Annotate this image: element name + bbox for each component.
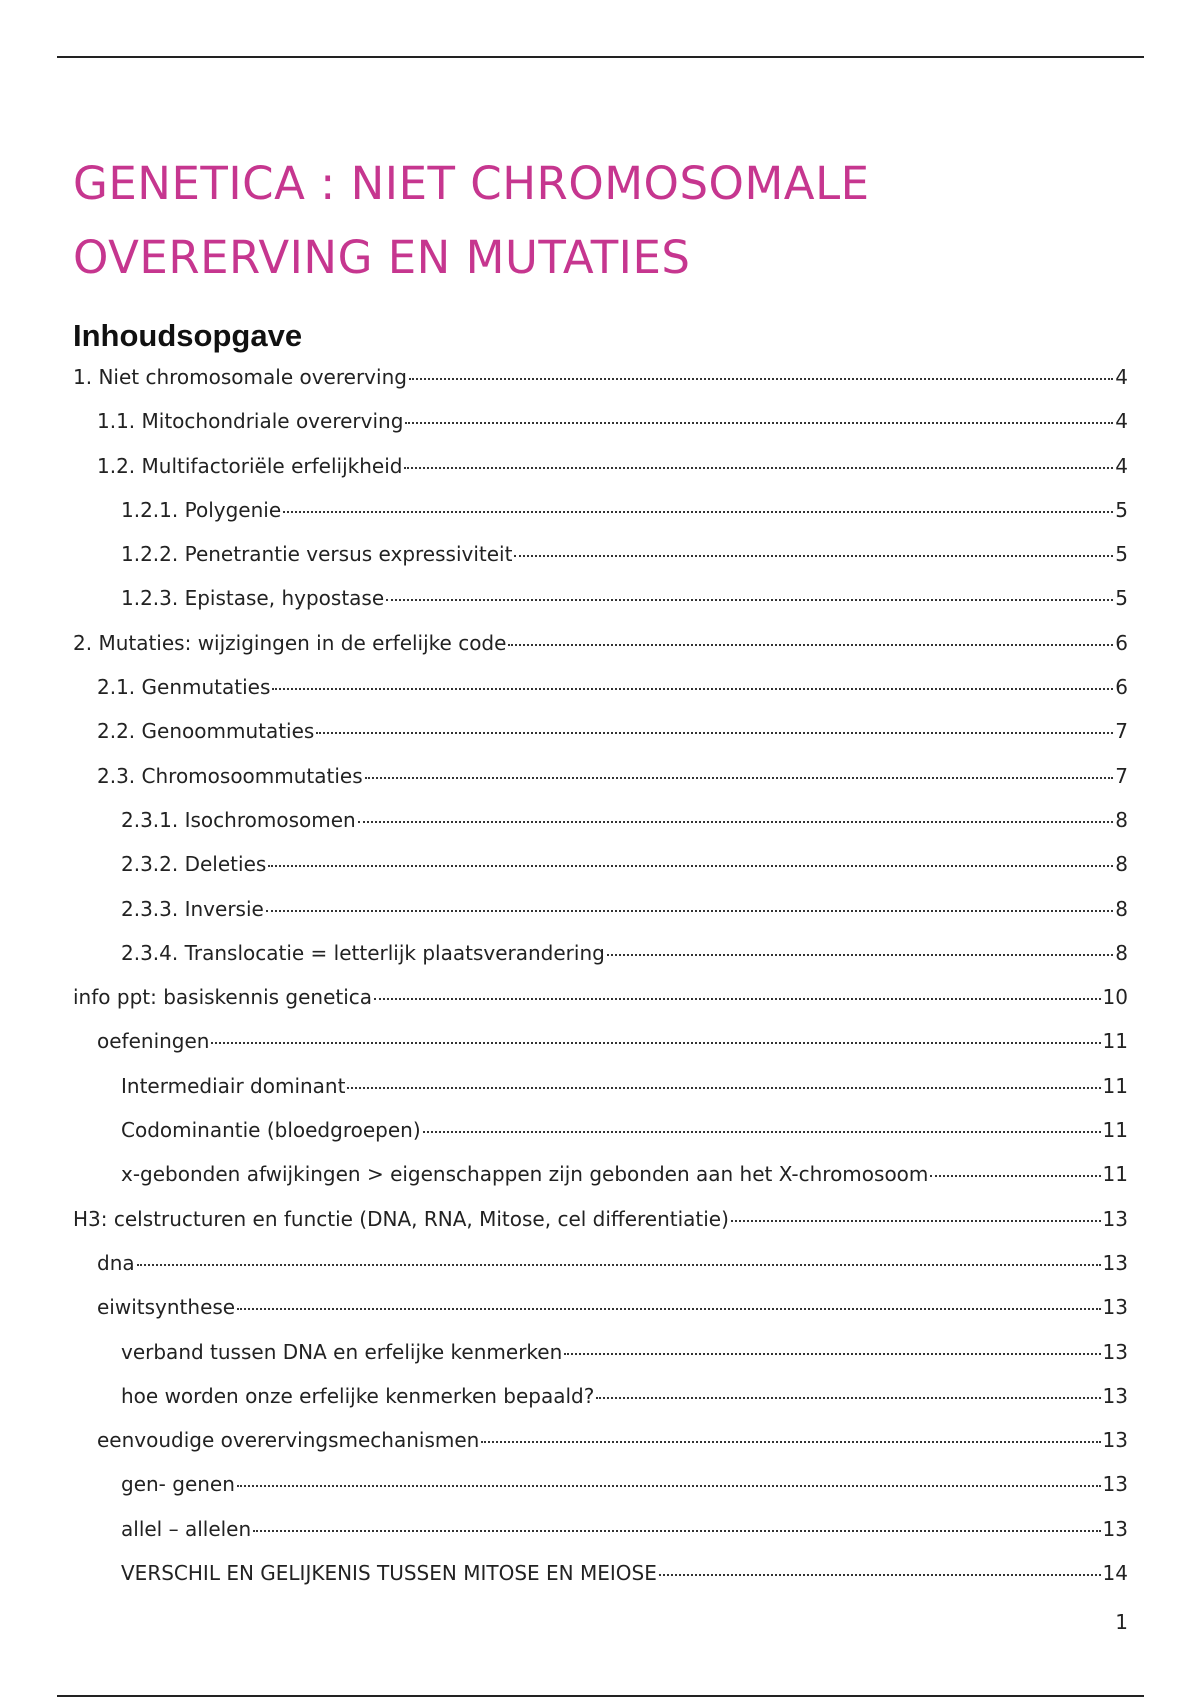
toc-entry-text: oefeningen — [97, 1029, 210, 1054]
toc-leader-dots — [237, 1485, 1101, 1487]
toc-entry[interactable] — [73, 498, 1128, 542]
toc-entry-text: 2.3.2. Deleties — [121, 852, 267, 877]
toc-leader-dots — [316, 732, 1113, 734]
toc-entry-page: 8 — [1115, 940, 1128, 965]
toc-leader-dots — [358, 821, 1114, 823]
toc-entry-page: 13 — [1102, 1206, 1128, 1231]
toc-entry[interactable] — [73, 985, 1128, 1029]
toc-entry-text: 2.2. Genoommutaties — [97, 719, 315, 744]
toc-entry-page: 13 — [1102, 1516, 1128, 1541]
footer-rule — [57, 1695, 1144, 1697]
toc-leader-dots — [266, 910, 1113, 912]
toc-entry-page: 13 — [1102, 1250, 1128, 1275]
toc-entry-page: 4 — [1115, 365, 1128, 389]
toc-entry-text: 1.2.1. Polygenie — [121, 497, 282, 522]
toc-leader-dots — [508, 644, 1113, 646]
toc-entry-text: hoe worden onze erfelijke kenmerken bepaald? — [121, 1383, 595, 1408]
toc-leader-dots — [268, 865, 1113, 867]
toc-entry-page: 11 — [1102, 1073, 1128, 1098]
document-title — [73, 147, 1073, 295]
toc-entry[interactable] — [73, 1428, 1128, 1472]
toc-leader-dots — [253, 1530, 1100, 1532]
toc-entry-text: Codominantie (bloedgroepen) — [121, 1118, 421, 1143]
toc-entry[interactable] — [73, 1029, 1128, 1073]
toc-entry-text: verband tussen DNA en erfelijke kenmerken — [121, 1339, 563, 1364]
toc-entry[interactable] — [73, 409, 1128, 453]
toc-entry-text: VERSCHIL EN GELIJKENIS TUSSEN MITOSE EN MEIOSE — [121, 1561, 657, 1586]
toc-entry-text: x-gebonden afwijkingen > eigenschappen zijn gebonden aan het X-chromosoom — [121, 1162, 929, 1187]
toc-leader-dots — [596, 1397, 1100, 1399]
toc-leader-dots — [659, 1574, 1101, 1576]
toc-entry[interactable] — [73, 1561, 1128, 1605]
toc-entry-text: eiwitsynthese — [97, 1295, 236, 1320]
toc-leader-dots — [272, 688, 1113, 690]
toc-entry[interactable] — [73, 897, 1128, 941]
toc-entry[interactable] — [73, 1162, 1128, 1206]
toc-entry-page: 4 — [1115, 453, 1128, 478]
title-line-2: OVERERVING EN MUTATIES — [73, 231, 691, 284]
toc-entry-text: 2. Mutaties: wijzigingen in de erfelijke code — [73, 630, 507, 655]
title-line-1: GENETICA : NIET CHROMOSOMALE — [73, 157, 870, 210]
toc-leader-dots — [237, 1308, 1100, 1310]
toc-entry-text: 1.2.3. Epistase, hypostase — [121, 586, 385, 611]
toc-entry-page: 7 — [1115, 763, 1128, 788]
toc-entry[interactable] — [73, 454, 1128, 498]
toc-entry[interactable] — [73, 1472, 1128, 1516]
toc-entry[interactable] — [73, 542, 1128, 586]
toc-heading: Inhoudsopgave — [73, 318, 303, 353]
toc-entry[interactable] — [73, 1384, 1128, 1428]
toc-entry-page: 8 — [1115, 896, 1128, 921]
toc-leader-dots — [347, 1087, 1100, 1089]
toc-entry-page: 13 — [1102, 1472, 1128, 1497]
toc-entry-text: allel – allelen — [121, 1516, 252, 1541]
toc-entry[interactable] — [73, 675, 1128, 719]
toc-entry[interactable] — [73, 631, 1128, 675]
toc-entry-text: 2.3.4. Translocatie = letterlijk plaatsverandering — [121, 940, 605, 965]
toc-leader-dots — [409, 378, 1113, 380]
toc-entry-text: eenvoudige overervingsmechanismen — [97, 1428, 480, 1453]
toc-entry-page: 5 — [1115, 497, 1128, 522]
toc-entry-text: 1. Niet chromosomale overerving — [73, 365, 407, 389]
toc-entry-page: 13 — [1102, 1339, 1128, 1364]
toc-entry[interactable] — [73, 764, 1128, 808]
toc-entry-page: 10 — [1102, 985, 1128, 1010]
toc-leader-dots — [930, 1175, 1100, 1177]
toc-entry[interactable] — [73, 1295, 1128, 1339]
toc-entry-page: 6 — [1115, 675, 1128, 700]
toc-entry-text: 1.2.2. Penetrantie versus expressiviteit — [121, 542, 513, 567]
toc-leader-dots — [481, 1441, 1100, 1443]
toc-entry-text: 2.1. Genmutaties — [97, 675, 271, 700]
toc-entry-text: gen- genen — [121, 1472, 235, 1497]
toc-entry[interactable] — [73, 365, 1128, 409]
toc-entry[interactable] — [73, 1207, 1128, 1251]
toc-entry[interactable] — [73, 1340, 1128, 1384]
toc-entry-page: 8 — [1115, 852, 1128, 877]
toc-entry-text: 1.2. Multifactoriële erfelijkheid — [97, 453, 403, 478]
toc-leader-dots — [423, 1131, 1101, 1133]
toc-entry-text: 2.3.1. Isochromosomen — [121, 807, 356, 832]
toc-entry-text: 2.3. Chromosoommutaties — [97, 763, 363, 788]
toc-leader-dots — [283, 511, 1113, 513]
toc-entry-text: 2.3.3. Inversie — [121, 896, 264, 921]
table-of-contents — [73, 365, 1128, 1605]
toc-entry-page: 13 — [1102, 1383, 1128, 1408]
toc-leader-dots — [731, 1220, 1101, 1222]
toc-entry-page: 5 — [1115, 542, 1128, 567]
toc-leader-dots — [564, 1353, 1100, 1355]
toc-entry[interactable] — [73, 852, 1128, 896]
toc-leader-dots — [405, 422, 1113, 424]
toc-leader-dots — [137, 1264, 1101, 1266]
toc-entry-page: 11 — [1102, 1162, 1128, 1187]
toc-entry-page: 8 — [1115, 807, 1128, 832]
toc-leader-dots — [404, 467, 1113, 469]
toc-entry-page: 11 — [1102, 1118, 1128, 1143]
header-rule — [57, 56, 1144, 58]
toc-leader-dots — [374, 998, 1101, 1000]
toc-entry[interactable] — [73, 719, 1128, 763]
toc-entry-page: 11 — [1102, 1029, 1128, 1054]
toc-leader-dots — [386, 599, 1113, 601]
page-number: 1 — [1115, 1610, 1128, 1634]
toc-entry[interactable] — [73, 1074, 1128, 1118]
toc-entry[interactable] — [73, 941, 1128, 985]
toc-entry-page: 7 — [1115, 719, 1128, 744]
toc-entry-page: 5 — [1115, 586, 1128, 611]
toc-leader-dots — [514, 555, 1113, 557]
toc-entry-page: 4 — [1115, 409, 1128, 434]
toc-entry-text: info ppt: basiskennis genetica — [73, 985, 373, 1010]
toc-entry-page: 13 — [1102, 1428, 1128, 1453]
toc-entry[interactable] — [73, 1118, 1128, 1162]
toc-entry[interactable] — [73, 586, 1128, 630]
toc-entry-page: 14 — [1102, 1561, 1128, 1586]
toc-entry-text: Intermediair dominant — [121, 1073, 346, 1098]
toc-leader-dots — [211, 1042, 1100, 1044]
toc-leader-dots — [365, 777, 1114, 779]
toc-leader-dots — [607, 954, 1113, 956]
toc-entry-page: 6 — [1115, 630, 1128, 655]
toc-entry-page: 13 — [1102, 1295, 1128, 1320]
toc-entry-text: 1.1. Mitochondriale overerving — [97, 409, 404, 434]
toc-entry[interactable] — [73, 808, 1128, 852]
toc-entry-text: H3: celstructuren en functie (DNA, RNA, Mitose, cel differentiatie) — [73, 1206, 729, 1231]
toc-entry-text: dna — [97, 1250, 135, 1275]
toc-entry[interactable] — [73, 1251, 1128, 1295]
toc-entry[interactable] — [73, 1517, 1128, 1561]
